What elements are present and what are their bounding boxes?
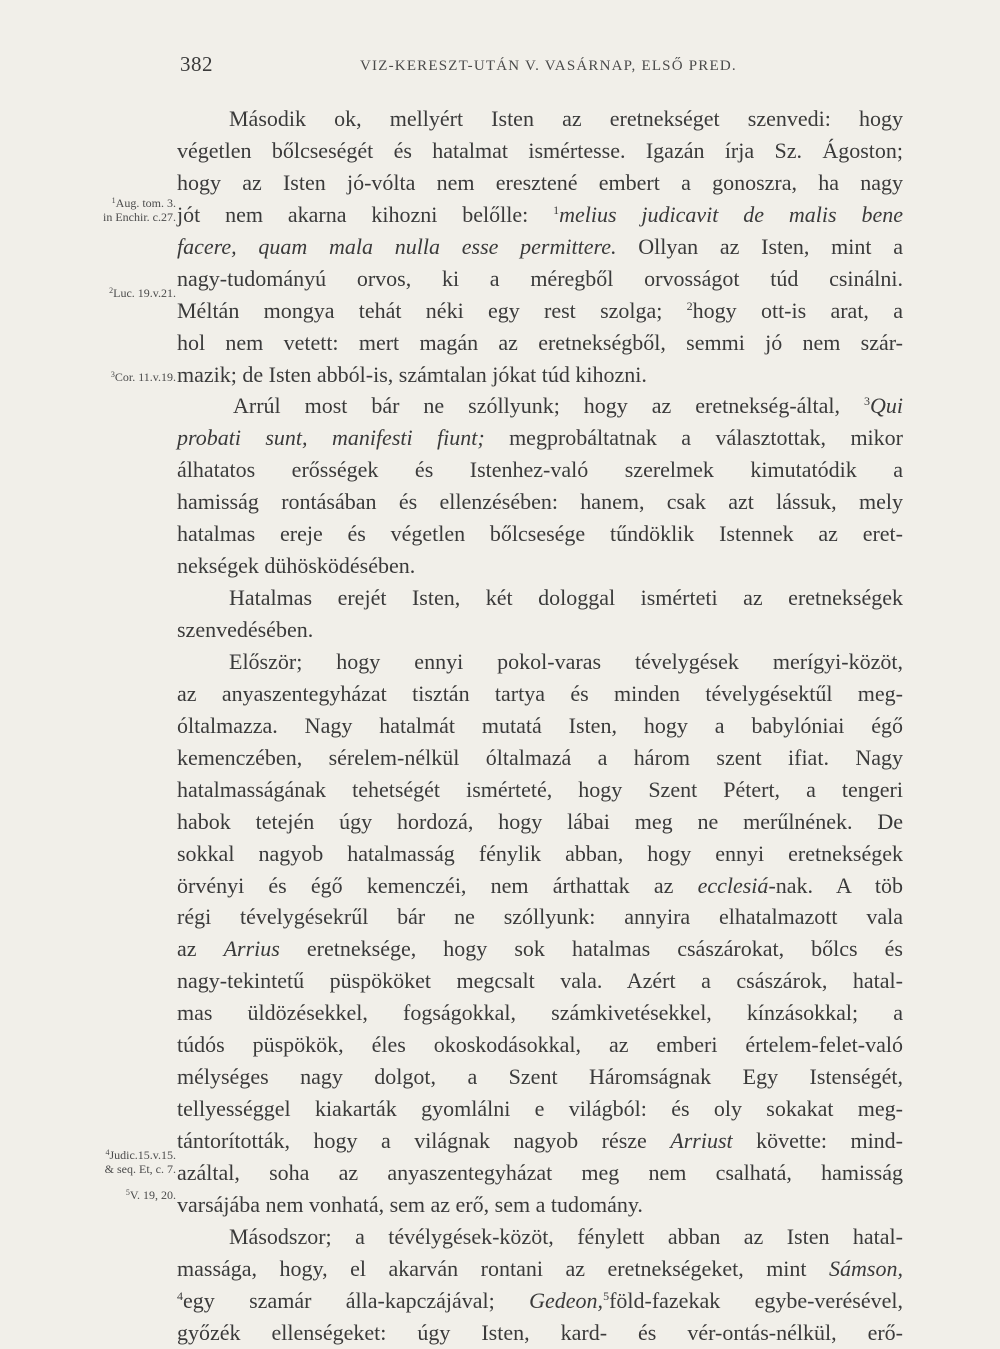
text-line: Méltán mongya tehát néki egy rest szolga; $^2$hogy ott-is arat, a	[177, 297, 903, 323]
text-line: álhatatos erősségek és Istenhez-való szerelmek kimutatódik a	[177, 457, 903, 483]
footnote-marker: 5	[603, 1288, 610, 1303]
text-line: nagy-tudományú orvos, ki a méregből orvosságot túd csinálni.	[177, 265, 903, 291]
text-line: régi tévelygésekrűl bár ne szóllyunk: annyira elhatalmazott vala	[177, 904, 903, 930]
text-line: nekségek dühösködésében.	[177, 553, 416, 579]
text-line: varsájába nem vonhatá, sem az erő, sem a tudomány.	[177, 1191, 643, 1217]
text-line: massága, hogy, el akarván rontani az eretnekségeket, mint Sámson,	[177, 1255, 903, 1281]
text-line: $^4$egy szamár álla-kapczájával; Gedeon,$^5$föld-fazekak egybe-verésével,	[177, 1287, 903, 1313]
margin-note-luc	[58, 286, 176, 300]
margin-note-marker: 4	[105, 1148, 110, 1157]
margin-note-marker: 5	[125, 1188, 130, 1197]
text-line: hol nem vetett: mert magán az eretnekségből, semmi jó nem szár-	[177, 329, 903, 355]
text-line: mas üldözésekkel, fogságokkal, számkivetésekkel, kínzásokkal; a	[177, 1000, 903, 1026]
running-head: VIZ-KERESZT-UTÁN V. VASÁRNAP, ELSŐ PRED.	[360, 58, 737, 74]
margin-note-text: Aug. tom. 3.	[115, 196, 176, 210]
margin-note-text: Judic.15.v.15.	[109, 1148, 176, 1162]
text-line: óltalmazza. Nagy hatalmát mutatá Isten, hogy a babylóniai égő	[177, 712, 903, 738]
margin-note-marker: 2	[109, 286, 114, 295]
text-line: hogy az Isten jó-vólta nem eresztené embert a gonoszra, ha nagy	[177, 169, 903, 195]
text-line: sokkal nagyob hatalmasság fénylik abban, hogy ennyi eretnekségek	[177, 840, 903, 866]
page-number: 382	[180, 52, 213, 76]
margin-note-cor	[58, 370, 176, 384]
text-line: győzék ellenségeket: úgy Isten, kard- és vér-ontás-nélkül, erő-	[177, 1319, 903, 1345]
text-line: nagy-tekintetű püspököket megcsalt vala. Azért a császárok, hatal-	[177, 968, 903, 994]
margin-note-judic	[58, 1148, 176, 1176]
page-header	[0, 52, 1000, 82]
text-line: tellyességgel kiakarták gyomlálni e világból: és oly sokakat meg-	[177, 1096, 903, 1122]
text-line: Arrúl most bár ne szóllyunk; hogy az eretnekség-által, $^3$Qui	[233, 393, 903, 419]
text-line: kemenczében, sérelem-nélkül óltalmazá a három szent ifiat. Nagy	[177, 744, 903, 770]
footnote-marker: 4	[177, 1288, 183, 1303]
text-line: végetlen bőlcseségét és hatalmat ismértesse. Igazán írja Sz. Ágoston;	[177, 137, 903, 163]
margin-note-aug	[58, 196, 176, 224]
text-line: az Arrius eretneksége, hogy sok hatalmas császárokat, bőlcs és	[177, 936, 903, 962]
text-line: azáltal, soha az anyaszentegyházat meg nem csalhatá, hamisság	[177, 1159, 903, 1185]
footnote-marker: 1	[553, 202, 560, 217]
text-line: hatalmasságának tehetségét ismérteté, hogy Szent Pétert, a tengeri	[177, 776, 903, 802]
margin-note-text: in Enchir. c.27.	[103, 210, 176, 224]
margin-note-text: Cor. 11.v.19.	[114, 370, 176, 384]
margin-note-text: Luc. 19.v.21.	[113, 286, 176, 300]
text-line: probati sunt, manifesti fiunt; megprobáltatnak a választottak, mikor	[177, 425, 903, 451]
text-line: az anyaszentegyházat tisztán tartya és minden tévelygésektűl meg-	[177, 680, 903, 706]
text-line: jót nem akarna kihozni belőlle: $^1$melius judicavit de malis bene	[177, 201, 903, 227]
text-line: Második ok, mellyért Isten az eretnekséget szenvedi: hogy	[229, 106, 903, 131]
text-line: szenvedésében.	[177, 617, 314, 642]
text-line: facere, quam mala nulla esse permittere. Ollyan az Isten, mint a	[177, 233, 903, 259]
margin-note-marker: 3	[110, 370, 115, 379]
text-line: tántorították, hogy a világnak nagyob része Arriust követte: mind-	[177, 1128, 904, 1153]
text-line: Hatalmas erejét Isten, két dologgal ismérteti az eretnekségek	[229, 585, 903, 611]
text-line: mélységes nagy dolgot, a Szent Háromságnak Egy Istenségét,	[177, 1064, 903, 1090]
footnote-marker: 3	[864, 394, 870, 409]
text-line: Először; hogy ennyi pokol-varas tévelygések merígyi-közöt,	[229, 648, 903, 674]
text-line: túdós püspökök, éles okoskodásokkal, az emberi értelem-felet-való	[177, 1032, 903, 1058]
text-line: örvényi és égő kemenczéi, nem árthattak az ecclesiá-nak. A töb	[177, 872, 903, 898]
text-line: hatalmas ereje és végetlen bőlcsesége tűndöklik Istennek az eret-	[177, 521, 903, 547]
margin-note-text: & seq. Et, c. 7.	[104, 1162, 176, 1176]
text-line: Másodszor; a tévélygések-közöt, fénylett abban az Isten hatal-	[229, 1223, 903, 1249]
margin-note-text: V. 19, 20.	[129, 1188, 176, 1202]
body-text	[177, 103, 903, 1349]
margin-note-v19	[58, 1188, 176, 1202]
margin-note-marker: 1	[111, 196, 116, 205]
footnote-marker: 2	[686, 298, 693, 313]
text-line: hamisság rontásában és ellenzésében: hanem, csak azt lássuk, mely	[177, 489, 903, 515]
text-line: habok tetején úgy hordozá, hogy lábai meg ne merűlnének. De	[177, 808, 903, 834]
text-line: mazik; de Isten abból-is, számtalan jókat túd kihozni.	[177, 361, 647, 387]
